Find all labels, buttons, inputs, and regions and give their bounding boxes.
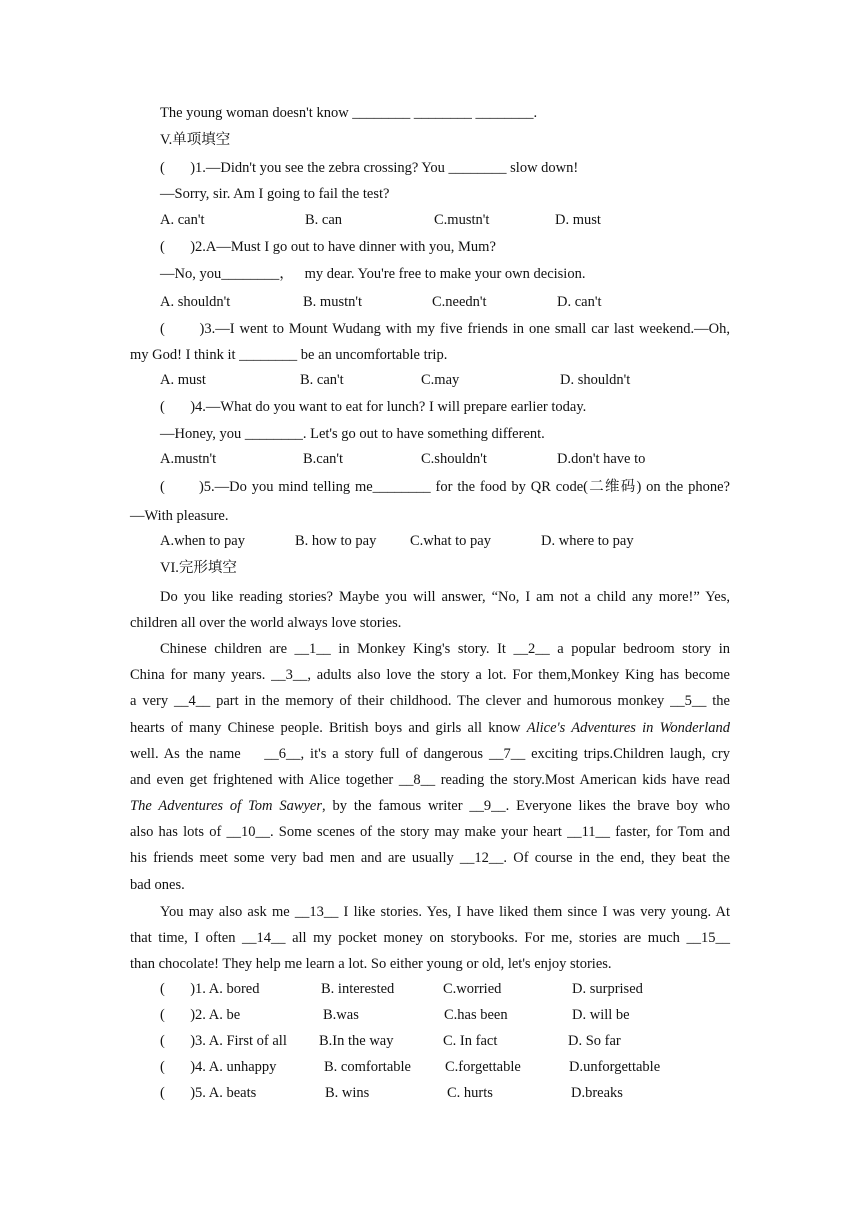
section-v-heading: V.单项填空 [160,132,231,148]
option-b: B. mustn't [303,294,363,310]
cloze-option-c: C. hurts [447,1085,493,1101]
cloze-option-d: D. will be [572,1007,630,1023]
cloze-option-a: ( )5. A. beats [160,1085,257,1101]
cloze-option-c: C.worried [443,981,502,997]
cloze-option-b: B. wins [325,1085,370,1101]
cloze-option-d: D.unforgettable [569,1059,661,1075]
question-1-options [0,212,860,230]
cloze-option-b: B. comfortable [324,1059,411,1075]
cloze-option-c: C. In fact [443,1033,498,1049]
passage-text: , by the famous writer __9__. Everyone likes the brave boy who [322,798,730,814]
question-4-stem: ( )4.—What do you want to eat for lunch? I will prepare earlier today. [160,399,587,415]
passage-p2-line-7 [130,797,730,815]
question-5-stem: ( )5.—Do you mind telling me________ for the food by QR code(二维码) on the phone? [160,479,730,495]
passage-p2-line-5: well. As the name __6__, it's a story full of dangerous __7__ exciting trips.Children laugh, cry [130,746,730,762]
question-3-stem-line-1: ( )3.—I went to Mount Wudang with my five friends in one small car last weekend.—Oh, [160,321,730,337]
cloze-item-4 [0,1059,860,1077]
option-d: D.don't have to [557,451,646,467]
option-b: B. how to pay [295,533,377,549]
passage-p2-line-2: China for many years. __3__, adults also love the story a lot. For them,Monkey King has become [130,667,730,683]
option-c: C.what to pay [410,533,491,549]
cloze-option-b: B.In the way [319,1033,394,1049]
cloze-option-c: C.has been [444,1007,508,1023]
option-b: B.can't [303,451,344,467]
cloze-item-5 [0,1085,860,1103]
option-a: A. shouldn't [160,294,231,310]
cloze-option-c: C.forgettable [445,1059,521,1075]
passage-p2-line-9: his friends meet some very bad men and are usually __12__. Of course in the end, they beat the [130,850,730,866]
passage-p1-line-1: Do you like reading stories? Maybe you will answer, “No, I am not a child any more!” Yes, [160,589,730,605]
passage-p3-line-2: that time, I often __14__ all my pocket money on storybooks. For me, stories are much __15__ [130,930,730,946]
option-c: C.shouldn't [421,451,487,467]
cloze-item-1 [0,981,860,999]
cloze-option-a: ( )1. A. bored [160,981,260,997]
cloze-option-b: B. interested [321,981,395,997]
option-a: A.mustn't [160,451,217,467]
option-a: A. can't [160,212,205,228]
book-title: Alice's Adventures in Wonderland [526,720,730,736]
question-1-reply: —Sorry, sir. Am I going to fail the test? [160,186,390,202]
cloze-option-d: D.breaks [571,1085,623,1101]
passage-text: hearts of many Chinese people. British boys and girls all know [130,720,521,736]
option-d: D. where to pay [541,533,634,549]
option-b: B. can't [300,372,344,388]
passage-p2-line-10: bad ones. [130,877,185,893]
option-d: D. can't [557,294,602,310]
cloze-item-2 [0,1007,860,1025]
passage-p3-line-1: You may also ask me __13__ I like stories. Yes, I have liked them since I was very young. At [160,904,730,920]
question-3-stem-line-2: my God! I think it ________ be an uncomfortable trip. [130,347,448,363]
passage-p2-line-3: a very __4__ part in the memory of their childhood. The clever and humorous monkey __5__ the [130,693,730,709]
option-c: C.mustn't [434,212,490,228]
cloze-option-d: D. surprised [572,981,643,997]
option-d: D. must [555,212,601,228]
option-c: C.may [421,372,460,388]
cloze-option-b: B.was [323,1007,359,1023]
option-b: B. can [305,212,343,228]
question-3-options [0,372,860,390]
passage-p2-line-8: also has lots of __10__. Some scenes of the story may make your heart __11__ faster, for Tom and [130,824,730,840]
cloze-item-3 [0,1033,860,1051]
option-c: C.needn't [432,294,487,310]
passage-p3-line-3: than chocolate! They help me learn a lot. So either young or old, let's enjoy stories. [130,956,612,972]
previous-item-sentence: The young woman doesn't know ________ ________ ________. [160,105,538,121]
question-1-stem: ( )1.—Didn't you see the zebra crossing? You ________ slow down! [160,160,579,176]
cloze-option-a: ( )4. A. unhappy [160,1059,277,1075]
section-vi-heading: VI.完形填空 [160,560,237,576]
question-2-reply: —No, you________， my dear. You're free to make your own decision. [160,266,586,282]
option-a: A. must [160,372,206,388]
question-2-options [0,294,860,312]
passage-p1-line-2: children all over the world always love stories. [130,615,402,631]
question-4-options [0,451,860,469]
question-4-reply: —Honey, you ________. Let's go out to have something different. [160,426,545,442]
book-title: The Adventures of Tom Sawyer [130,798,323,814]
cloze-option-a: ( )2. A. be [160,1007,241,1023]
question-5-reply: —With pleasure. [130,508,229,524]
passage-p2-line-1: Chinese children are __1__ in Monkey King's story. It __2__ a popular bedroom story in [160,641,730,657]
cloze-option-d: D. So far [568,1033,621,1049]
question-5-options [0,533,860,551]
question-2-stem: ( )2.A—Must I go out to have dinner with you, Mum? [160,239,496,255]
passage-p2-line-6: and even get frightened with Alice together __8__ reading the story.Most American kids have read [130,772,730,788]
cloze-option-a: ( )3. A. First of all [160,1033,287,1049]
option-d: D. shouldn't [560,372,631,388]
passage-p2-line-4 [130,719,730,737]
option-a: A.when to pay [160,533,245,549]
